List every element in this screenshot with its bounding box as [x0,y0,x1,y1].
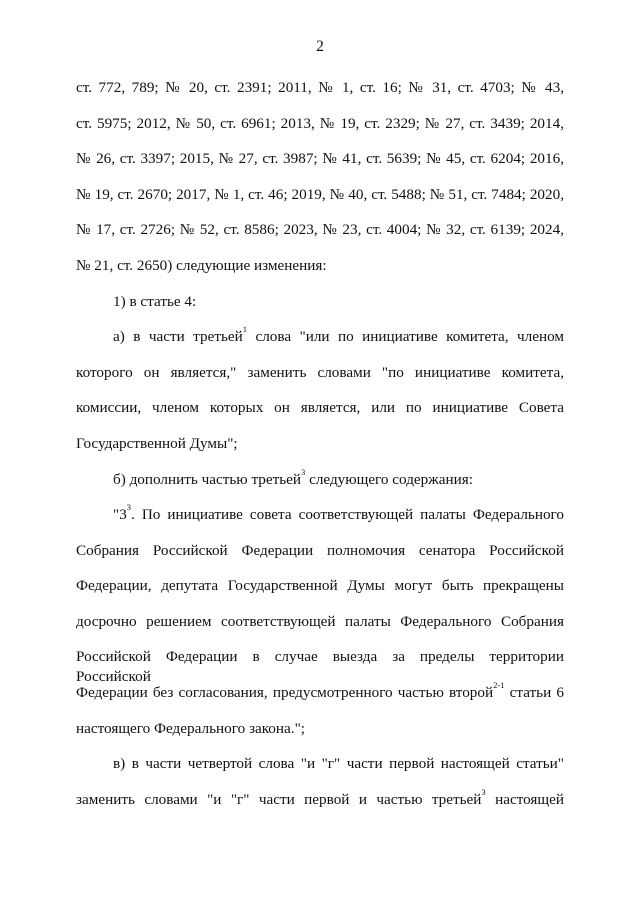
text-line: ст. 772, 789; № 20, ст. 2391; 2011, № 1, ст. 16; № 31, ст. 4703; № 43, [76,79,564,96]
text-span: "3 [113,506,127,523]
text-line: ст. 5975; 2012, № 50, ст. 6961; 2013, № 19, ст. 2329; № 27, ст. 3439; 2014, [76,115,564,132]
text-line: комиссии, членом которых он является, или по инициативе Совета [76,399,564,416]
text-span: а) в части третьей [113,328,243,345]
text-line: № 21, ст. 2650) следующие изменения: [76,257,327,274]
text-line [76,787,564,810]
superscript: 2-1 [493,680,505,690]
text-line: настоящего Федерального закона."; [76,720,305,737]
text-line [76,680,564,703]
text-line: Федерации, депутата Государственной Думы могут быть прекращены [76,577,564,594]
text-span: заменить словами "и "г" части первой и частью третьей [76,791,482,808]
superscript: 1 [242,324,248,334]
text-line [113,502,564,525]
text-line: которого он является," заменить словами "по инициативе комитета, [76,364,564,381]
text-span: . По инициативе совета соответствующей палаты Федерального [131,506,564,523]
text-line: Государственной Думы"; [76,435,238,452]
text-line: досрочно решением соответствующей палаты Федерального Собрания [76,613,564,630]
text-line [113,467,564,490]
text-line: в) в части четвертой слова "и "г" части первой настоящей статьи" [113,755,564,772]
text-span: статьи 6 [504,684,564,701]
text-span: следующего содержания: [305,471,473,488]
text-line: № 26, ст. 3397; 2015, № 27, ст. 3987; № 41, ст. 5639; № 45, ст. 6204; 2016, [76,150,564,167]
superscript: 3 [481,787,486,797]
text-line: Российской Федерации в случае выезда за пределы территории Российской [76,648,564,685]
text-line: № 19, ст. 2670; 2017, № 1, ст. 46; 2019, № 40, ст. 5488; № 51, ст. 7484; 2020, [76,186,564,203]
list-item-heading: 1) в статье 4: [113,293,197,310]
superscript: 3 [126,502,132,512]
page-number: 2 [316,38,324,55]
text-line: № 17, ст. 2726; № 52, ст. 8586; 2023, № 23, ст. 4004; № 32, ст. 6139; 2024, [76,221,564,238]
superscript: 3 [301,467,306,477]
text-line: Собрания Российской Федерации полномочия сенатора Российской [76,542,564,559]
text-span: настоящей [485,791,564,808]
text-line [113,324,564,347]
text-span: слова "или по инициативе комитета, членом [247,328,564,345]
text-span: Федерации без согласования, предусмотренного частью второй [76,684,494,701]
text-span: б) дополнить частью третьей [113,471,302,488]
